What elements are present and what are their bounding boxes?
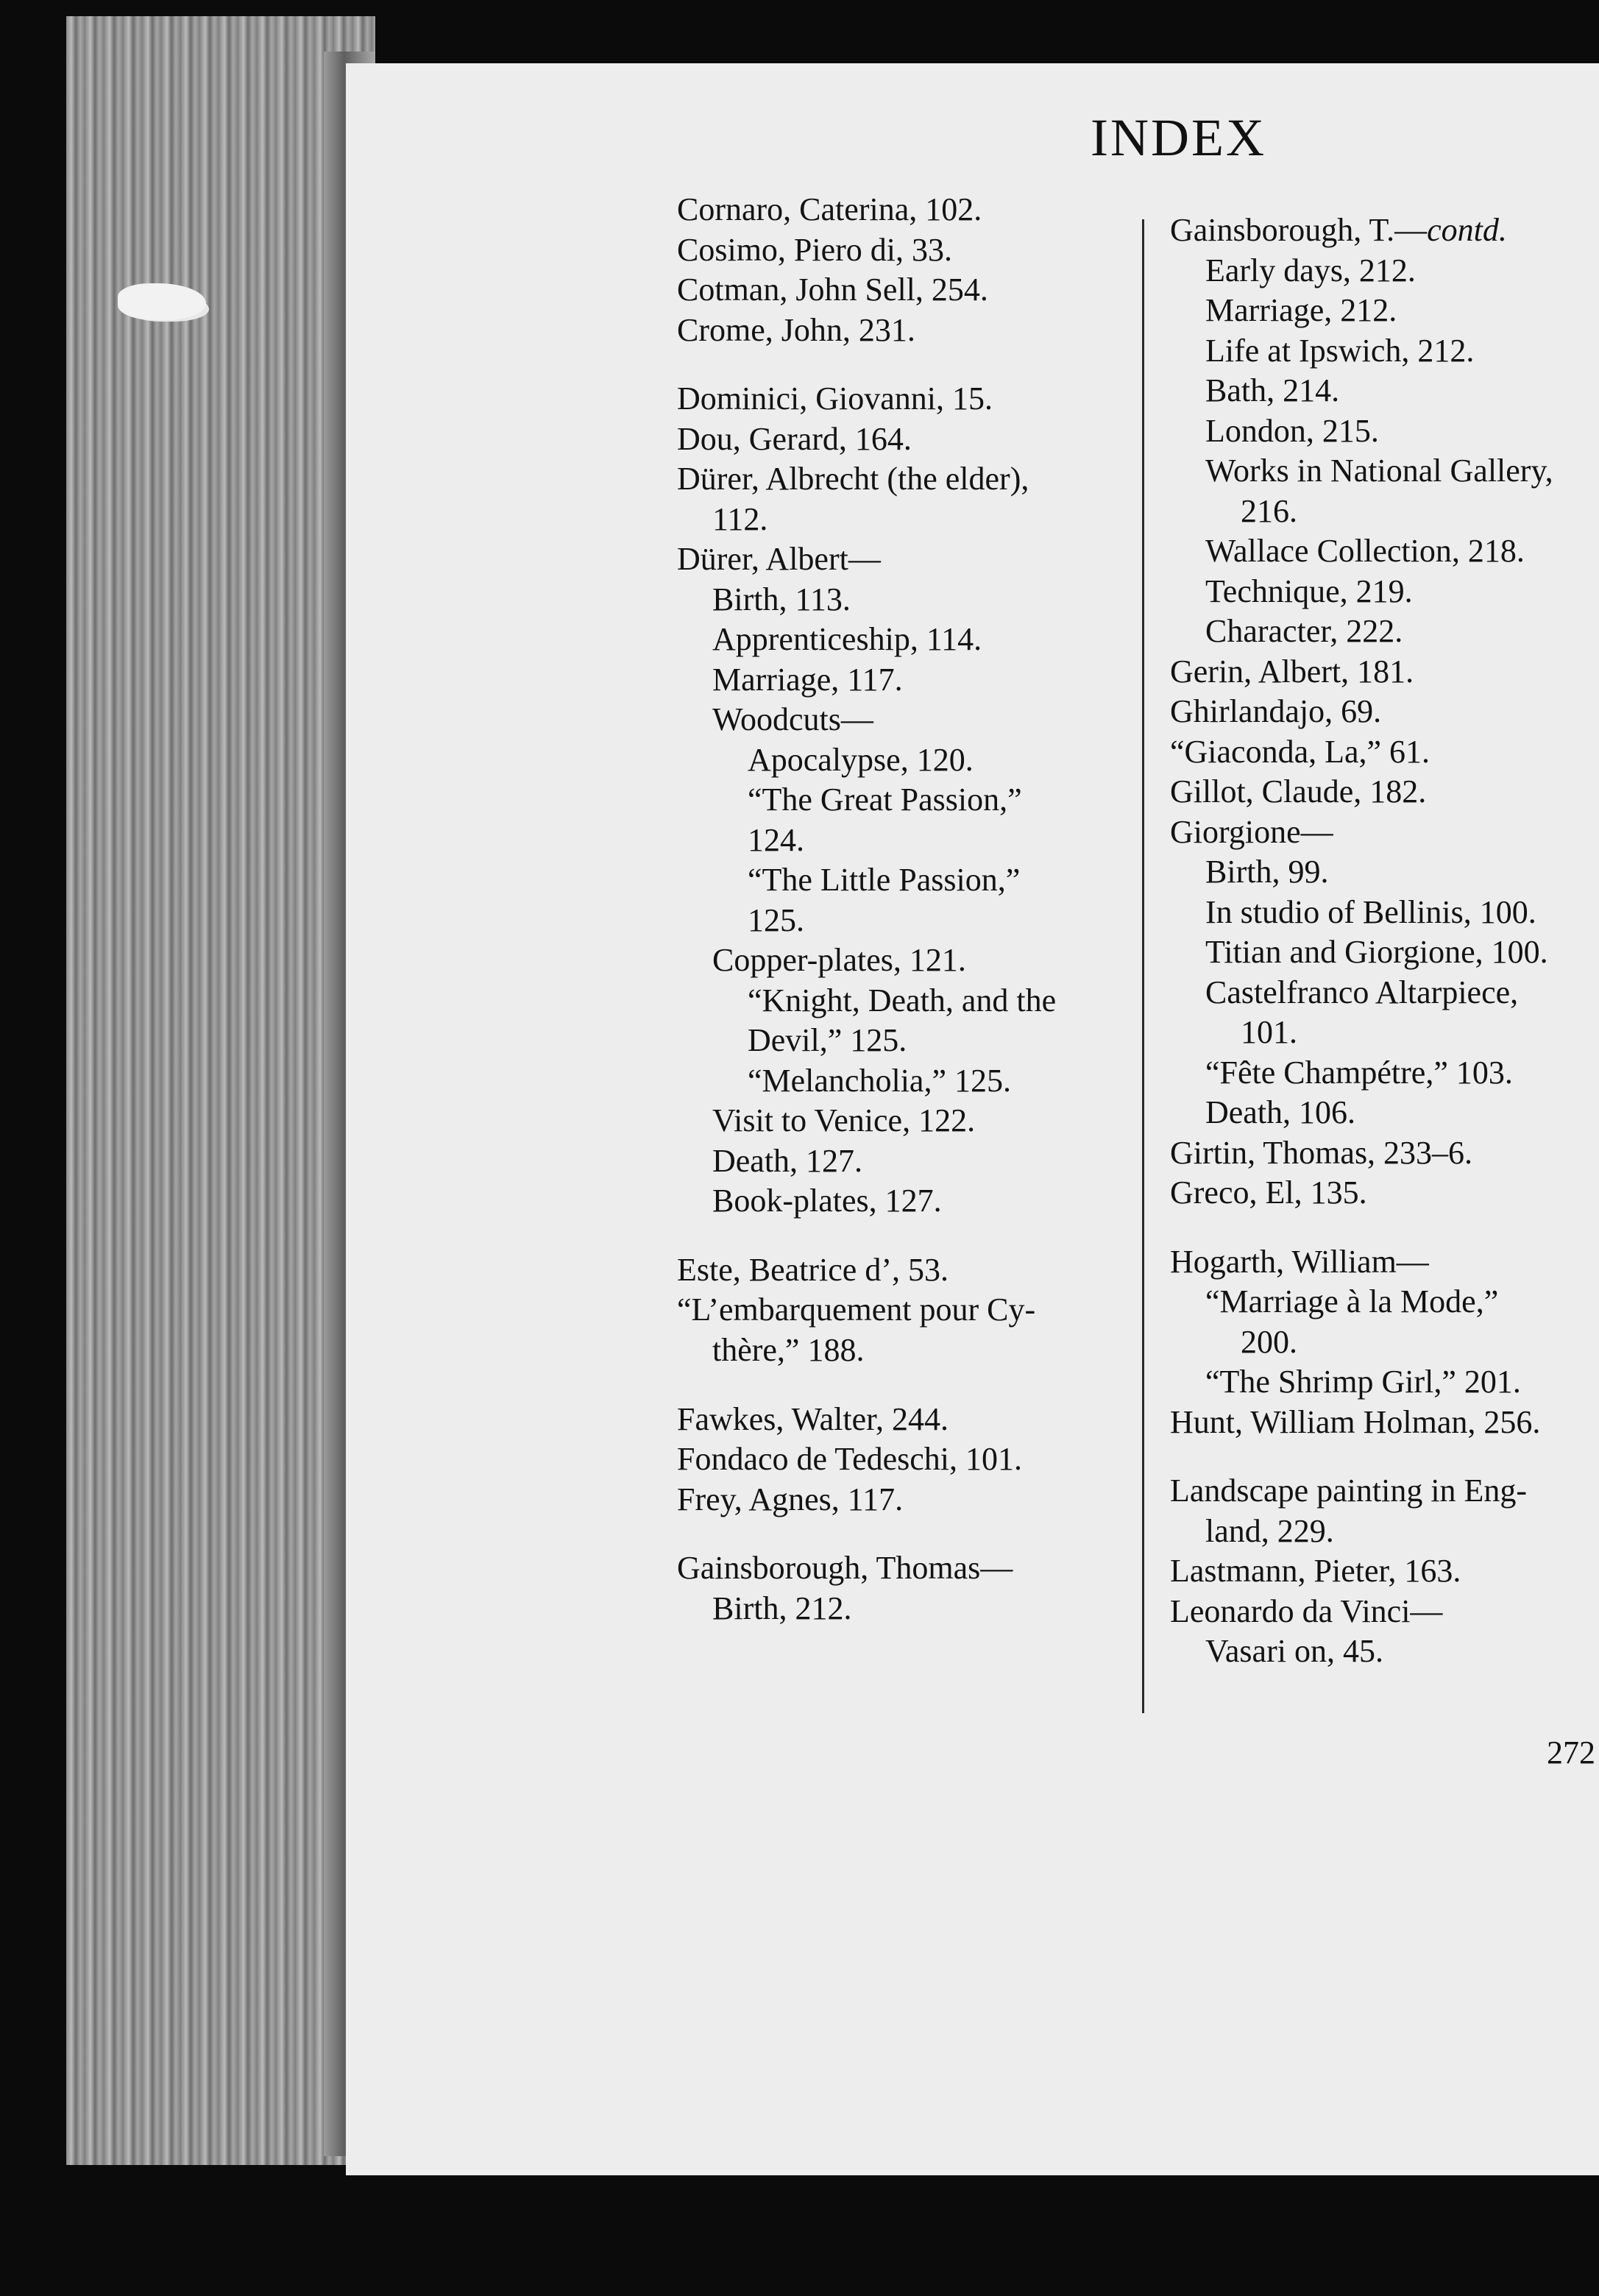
index-entry: Hunt, William Holman, 256. (1170, 1403, 1541, 1440)
index-entry: “Melancholia,” 125. (748, 1062, 1011, 1099)
index-entry: Woodcuts— (712, 701, 873, 738)
index-entry: In studio of Bellinis, 100. (1205, 893, 1536, 930)
index-entry: Book-plates, 127. (712, 1183, 942, 1219)
index-entry: Death, 106. (1205, 1094, 1356, 1130)
index-entry-text: Gainsborough, T.— (1170, 212, 1428, 248)
index-entry: Works in National Gallery, (1205, 453, 1553, 489)
index-entry: Birth, 113. (712, 581, 851, 617)
index-entry: Marriage, 117. (712, 661, 903, 698)
page-heading: INDEX (1091, 108, 1266, 167)
index-entry: Titian and Giorgione, 100. (1205, 934, 1548, 970)
index-entry: Copper-plates, 121. (712, 942, 966, 979)
index-entry: Girtin, Thomas, 233–6. (1170, 1134, 1473, 1171)
index-entry: Gillot, Claude, 182. (1170, 773, 1427, 809)
index-entry: Lastmann, Pieter, 163. (1170, 1553, 1461, 1590)
index-entry: “The Little Passion,” (748, 862, 1021, 899)
index-entry: Castelfranco Altarpiece, (1205, 974, 1519, 1010)
index-entry: Birth, 212. (712, 1590, 852, 1626)
index-entry: 216. (1241, 492, 1297, 529)
index-entry: Este, Beatrice d’, 53. (677, 1251, 949, 1288)
index-entry: Visit to Venice, 122. (712, 1102, 976, 1139)
index-entry: Devil,” 125. (748, 1022, 907, 1059)
index-entry: Death, 127. (712, 1142, 863, 1179)
index-entry: Life at Ipswich, 212. (1205, 332, 1475, 369)
index-entry: 200. (1241, 1323, 1297, 1360)
index-entry: “Fête Champétre,” 103. (1205, 1054, 1513, 1091)
index-entry: “The Shrimp Girl,” 201. (1205, 1364, 1521, 1400)
index-entry: Vasari on, 45. (1205, 1633, 1383, 1670)
index-entry: Landscape painting in Eng- (1170, 1473, 1528, 1509)
column-divider (1142, 219, 1144, 1713)
index-entry: Apocalypse, 120. (748, 741, 974, 778)
index-entry: “L’embarquement pour Cy- (677, 1292, 1036, 1328)
index-entry: “Marriage à la Mode,” (1205, 1283, 1499, 1320)
index-entry: Giorgione— (1170, 813, 1333, 850)
index-entry: Fondaco de Tedeschi, 101. (677, 1441, 1023, 1478)
index-entry: Bath, 214. (1205, 372, 1340, 408)
index-entry: Cotman, John Sell, 254. (677, 272, 988, 308)
index-entry: 101. (1241, 1014, 1297, 1050)
index-entry: “The Great Passion,” (748, 782, 1022, 818)
index-entry: Dou, Gerard, 164. (677, 420, 912, 457)
paper-smudge (118, 283, 206, 320)
index-entry-continued: contd. (1427, 212, 1507, 248)
index-entry: Leonardo da Vinci— (1170, 1592, 1443, 1629)
index-page (346, 63, 1599, 2175)
index-entry: Birth, 99. (1205, 854, 1329, 890)
index-entry: Fawkes, Walter, 244. (677, 1400, 949, 1437)
index-entry: Apprenticeship, 114. (712, 621, 982, 658)
index-entry: Character, 222. (1205, 613, 1403, 649)
index-entry: Crome, John, 231. (677, 311, 915, 348)
index-entry: Ghirlandajo, 69. (1170, 693, 1382, 729)
page-number: 272 (1547, 1735, 1595, 1771)
index-entry: thère,” 188. (712, 1331, 865, 1368)
index-entry: Greco, El, 135. (1170, 1174, 1367, 1211)
index-entry: 124. (748, 821, 804, 858)
index-entry: Cosimo, Piero di, 33. (677, 231, 953, 268)
index-entry: land, 229. (1205, 1512, 1334, 1549)
index-entry: Hogarth, William— (1170, 1243, 1429, 1280)
index-entry: Gainsborough, Thomas— (677, 1550, 1013, 1587)
index-entry: Dürer, Albert— (677, 541, 881, 578)
index-entry: 125. (748, 901, 804, 938)
index-entry: Technique, 219. (1205, 573, 1413, 609)
index-entry: Gerin, Albert, 181. (1170, 653, 1414, 690)
index-entry: Cornaro, Caterina, 102. (677, 191, 982, 227)
index-entry: Dürer, Albrecht (the elder), (677, 461, 1029, 497)
index-entry: 112. (712, 500, 768, 537)
index-entry (1170, 210, 1507, 250)
index-entry: Dominici, Giovanni, 15. (677, 380, 993, 417)
index-entry: Frey, Agnes, 117. (677, 1481, 904, 1517)
index-entry: London, 215. (1205, 412, 1379, 449)
index-entry: “Giaconda, La,” 61. (1170, 733, 1430, 770)
index-entry: “Knight, Death, and the (748, 982, 1057, 1018)
index-entry: Early days, 212. (1205, 252, 1416, 288)
index-entry: Wallace Collection, 218. (1205, 533, 1525, 569)
index-entry: Marriage, 212. (1205, 292, 1397, 328)
